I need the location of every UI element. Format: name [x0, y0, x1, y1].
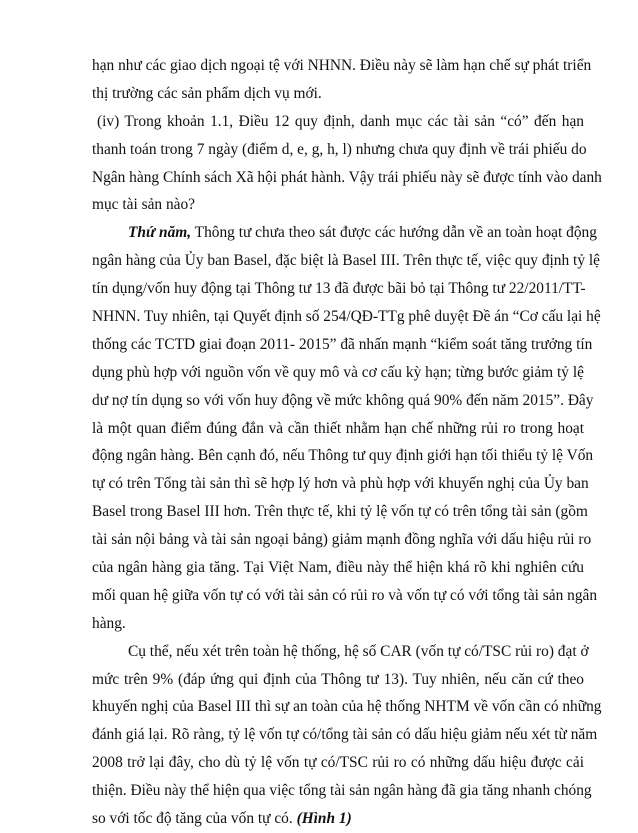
text-line: thanh toán trong 7 ngày (điểm d, e, g, h, l) nhưng chưa quy định về trái phiếu do: [92, 140, 587, 158]
text-line: (iv) Trong khoản 1.1, Điều 12 quy định, danh mục các tài sản “có” đến hạn: [97, 112, 584, 130]
text-line: tài sản nội bảng và tài sản ngoại bảng) giảm mạnh đồng nghĩa với dấu hiệu rủi ro: [92, 531, 592, 549]
text-line: Cụ thể, nếu xét trên toàn hệ thống, hệ số CAR (vốn tự có/TSC rủi ro) đạt ở: [128, 642, 589, 660]
text-run: Thông tư chưa theo sát được các hướng dẫn về an toàn hoạt động: [191, 224, 597, 242]
text-line: hàng.: [92, 614, 126, 632]
text-line: thị trường các sản phẩm dịch vụ mới.: [92, 84, 322, 102]
section-lead: Thứ năm,: [128, 224, 192, 242]
text-line: dụng phù hợp với nguồn vốn về quy mô và cơ cấu kỳ hạn; từng bước giảm tỷ lệ: [92, 363, 584, 381]
text-line: mức trên 9% (đáp ứng qui định của Thông tư 13). Tuy nhiên, nếu căn cứ theo: [92, 670, 584, 688]
text-line: 2008 trở lại đây, cho dù tỷ lệ vốn tự có/TSC rủi ro có những dấu hiệu được cải: [92, 754, 584, 772]
text-line: hạn như các giao dịch ngoại tệ với NHNN. Điều này sẽ làm hạn chế sự phát triển: [92, 57, 592, 74]
text-line: thống các TCTD giai đoạn 2011- 2015” đã nhấn mạnh “kiểm soát tăng trưởng tín: [92, 335, 593, 353]
text-run: so với tốc độ tăng của vốn tự có.: [92, 810, 297, 828]
text-line: [92, 219, 597, 247]
text-line: đánh giá lại. Rõ ràng, tỷ lệ vốn tự có/tổng tài sản có dấu hiệu giảm nếu xét từ năm: [92, 726, 598, 744]
text-line: của ngân hàng gia tăng. Tại Việt Nam, điều này thể hiện khá rõ khi nghiên cứu: [92, 559, 584, 577]
text-line: ngân hàng của Ủy ban Basel, đặc biệt là Basel III. Trên thực tế, việc quy định tỷ lệ: [92, 252, 600, 270]
text-line: khuyến nghị của Basel III thì sự an toàn của hệ thống NHTM về vốn cần có những: [92, 698, 602, 716]
text-line: mục tài sản nào?: [92, 196, 195, 214]
text-line: thiện. Điều này thể hiện qua việc tổng tài sản ngân hàng đã gia tăng nhanh chóng: [92, 782, 592, 800]
text-line: Ngân hàng Chính sách Xã hội phát hành. Vậy trái phiếu này sẽ được tính vào danh: [92, 168, 602, 186]
text-line: tự có trên Tổng tài sản thì sẽ hợp lý hơn và phù hợp với khuyến nghị của Ủy ban: [92, 475, 589, 493]
text-line: là một quan điểm đúng đắn và cần thiết nhằm hạn chế những rủi ro trong hoạt: [92, 419, 584, 437]
text-line: mối quan hệ giữa vốn tự có với tài sản có rủi ro và vốn tự có với tổng tài sản ngân: [92, 586, 598, 604]
document-page: [92, 52, 602, 833]
text-line: tín dụng/vốn huy động tại Thông tư 13 đã được bãi bỏ tại Thông tư 22/2011/TT-: [92, 280, 586, 298]
text-line: NHNN. Tuy nhiên, tại Quyết định số 254/QĐ-TTg phê duyệt Đề án “Cơ cấu lại hệ: [92, 308, 601, 326]
text-line: Basel trong Basel III hơn. Trên thực tế, khi tỷ lệ vốn tự có trên tổng tài sản (gồm: [92, 503, 588, 521]
text-line: động ngân hàng. Bên cạnh đó, nếu Thông tư quy định giới hạn tối thiểu tỷ lệ Vốn: [92, 447, 594, 465]
figure-reference: (Hình 1): [296, 810, 352, 828]
text-line: dư nợ tín dụng so với vốn huy động về mức không quá 90% đến năm 2015”. Đây: [92, 391, 594, 409]
text-line: [92, 805, 584, 833]
